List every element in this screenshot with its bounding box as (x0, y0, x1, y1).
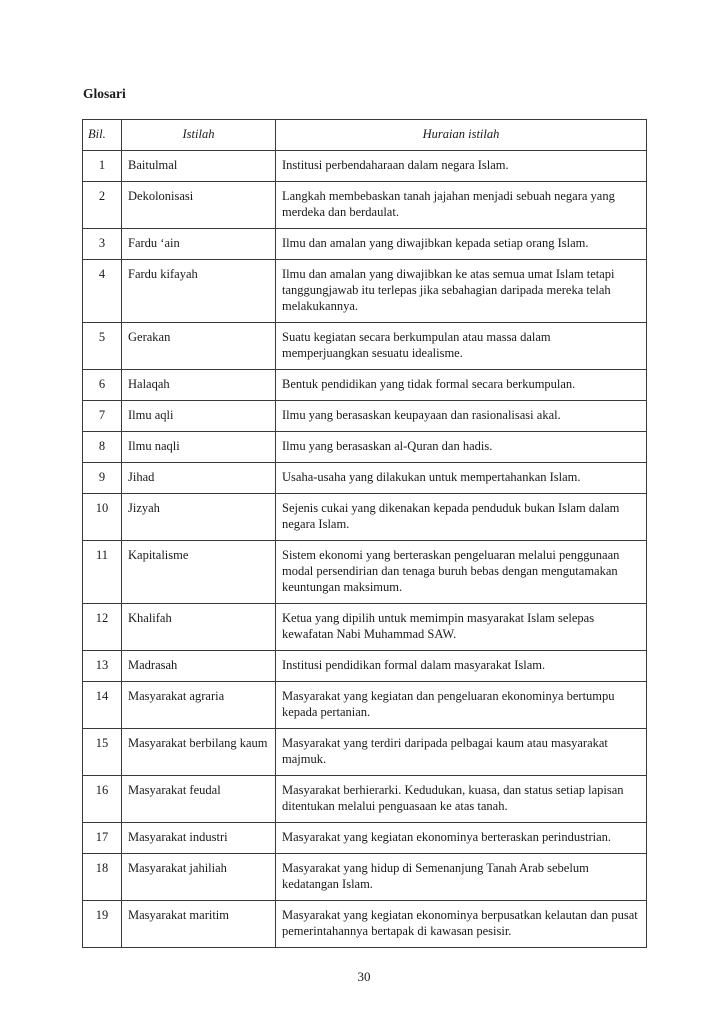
page-number: 30 (357, 969, 371, 984)
cell-bil: 10 (83, 494, 122, 541)
cell-istilah: Masyarakat jahiliah (122, 854, 276, 901)
cell-huraian: Ilmu dan amalan yang diwajibkan ke atas semua umat Islam tetapi tanggungjawab itu terlepas jika sebahagian daripada mereka telah melakukannya. (276, 260, 647, 323)
cell-huraian: Langkah membebaskan tanah jajahan menjadi sebuah negara yang merdeka dan berdaulat. (276, 182, 647, 229)
cell-huraian: Institusi pendidikan formal dalam masyarakat Islam. (276, 651, 647, 682)
cell-bil: 4 (83, 260, 122, 323)
table-row (83, 370, 647, 401)
cell-huraian: Sistem ekonomi yang berteraskan pengeluaran melalui penggunaan modal persendirian dan tenaga buruh bebas dengan mengutamakan keuntungan maksimum. (276, 541, 647, 604)
table-row (83, 854, 647, 901)
cell-istilah: Dekolonisasi (122, 182, 276, 229)
table-header-row (83, 120, 647, 151)
table-row (83, 729, 647, 776)
cell-istilah: Baitulmal (122, 151, 276, 182)
table-row (83, 260, 647, 323)
header-istilah: Istilah (122, 120, 276, 151)
cell-istilah: Jizyah (122, 494, 276, 541)
header-huraian: Huraian istilah (276, 120, 647, 151)
cell-bil: 9 (83, 463, 122, 494)
cell-huraian: Usaha-usaha yang dilakukan untuk mempertahankan Islam. (276, 463, 647, 494)
table-row (83, 432, 647, 463)
table-row (83, 604, 647, 651)
cell-huraian: Masyarakat berhierarki. Kedudukan, kuasa, dan status setiap lapisan ditentukan melalui penguasaan ke atas tanah. (276, 776, 647, 823)
cell-huraian: Ilmu dan amalan yang diwajibkan kepada setiap orang Islam. (276, 229, 647, 260)
cell-bil: 14 (83, 682, 122, 729)
table-row (83, 651, 647, 682)
cell-bil: 12 (83, 604, 122, 651)
table-body (83, 151, 647, 948)
table-row (83, 494, 647, 541)
cell-bil: 2 (83, 182, 122, 229)
table-row (83, 229, 647, 260)
cell-istilah: Jihad (122, 463, 276, 494)
cell-istilah: Fardu kifayah (122, 260, 276, 323)
table-row (83, 401, 647, 432)
cell-bil: 18 (83, 854, 122, 901)
cell-huraian: Bentuk pendidikan yang tidak formal secara berkumpulan. (276, 370, 647, 401)
page-title: Glosari (83, 86, 126, 101)
cell-huraian: Masyarakat yang kegiatan ekonominya berteraskan perindustrian. (276, 823, 647, 854)
cell-istilah: Fardu ‘ain (122, 229, 276, 260)
cell-bil: 8 (83, 432, 122, 463)
cell-bil: 3 (83, 229, 122, 260)
cell-huraian: Sejenis cukai yang dikenakan kepada penduduk bukan Islam dalam negara Islam. (276, 494, 647, 541)
cell-bil: 13 (83, 651, 122, 682)
cell-istilah: Masyarakat maritim (122, 901, 276, 948)
cell-bil: 15 (83, 729, 122, 776)
cell-huraian: Ilmu yang berasaskan al-Quran dan hadis. (276, 432, 647, 463)
cell-huraian: Masyarakat yang hidup di Semenanjung Tanah Arab sebelum kedatangan Islam. (276, 854, 647, 901)
cell-huraian: Masyarakat yang kegiatan ekonominya berpusatkan kelautan dan pusat pemerintahannya bertapak di kawasan pesisir. (276, 901, 647, 948)
cell-istilah: Gerakan (122, 323, 276, 370)
cell-istilah: Khalifah (122, 604, 276, 651)
table-row (83, 823, 647, 854)
header-bil: Bil. (83, 120, 122, 151)
cell-huraian: Ketua yang dipilih untuk memimpin masyarakat Islam selepas kewafatan Nabi Muhammad SAW. (276, 604, 647, 651)
cell-istilah: Ilmu aqli (122, 401, 276, 432)
table-row (83, 541, 647, 604)
cell-huraian: Ilmu yang berasaskan keupayaan dan rasionalisasi akal. (276, 401, 647, 432)
glossary-table (82, 119, 647, 948)
table-row (83, 323, 647, 370)
cell-huraian: Suatu kegiatan secara berkumpulan atau massa dalam memperjuangkan sesuatu idealisme. (276, 323, 647, 370)
cell-bil: 7 (83, 401, 122, 432)
table-row (83, 151, 647, 182)
cell-istilah: Kapitalisme (122, 541, 276, 604)
cell-istilah: Masyarakat industri (122, 823, 276, 854)
cell-istilah: Madrasah (122, 651, 276, 682)
cell-istilah: Halaqah (122, 370, 276, 401)
cell-bil: 1 (83, 151, 122, 182)
cell-bil: 16 (83, 776, 122, 823)
cell-huraian: Institusi perbendaharaan dalam negara Islam. (276, 151, 647, 182)
cell-bil: 17 (83, 823, 122, 854)
cell-istilah: Masyarakat berbilang kaum (122, 729, 276, 776)
cell-huraian: Masyarakat yang terdiri daripada pelbagai kaum atau masyarakat majmuk. (276, 729, 647, 776)
cell-istilah: Ilmu naqli (122, 432, 276, 463)
cell-istilah: Masyarakat agraria (122, 682, 276, 729)
table-row (83, 901, 647, 948)
cell-bil: 11 (83, 541, 122, 604)
cell-huraian: Masyarakat yang kegiatan dan pengeluaran ekonominya bertumpu kepada pertanian. (276, 682, 647, 729)
cell-istilah: Masyarakat feudal (122, 776, 276, 823)
table-row (83, 182, 647, 229)
table-row (83, 776, 647, 823)
cell-bil: 19 (83, 901, 122, 948)
cell-bil: 6 (83, 370, 122, 401)
table-row (83, 463, 647, 494)
table-row (83, 682, 647, 729)
cell-bil: 5 (83, 323, 122, 370)
